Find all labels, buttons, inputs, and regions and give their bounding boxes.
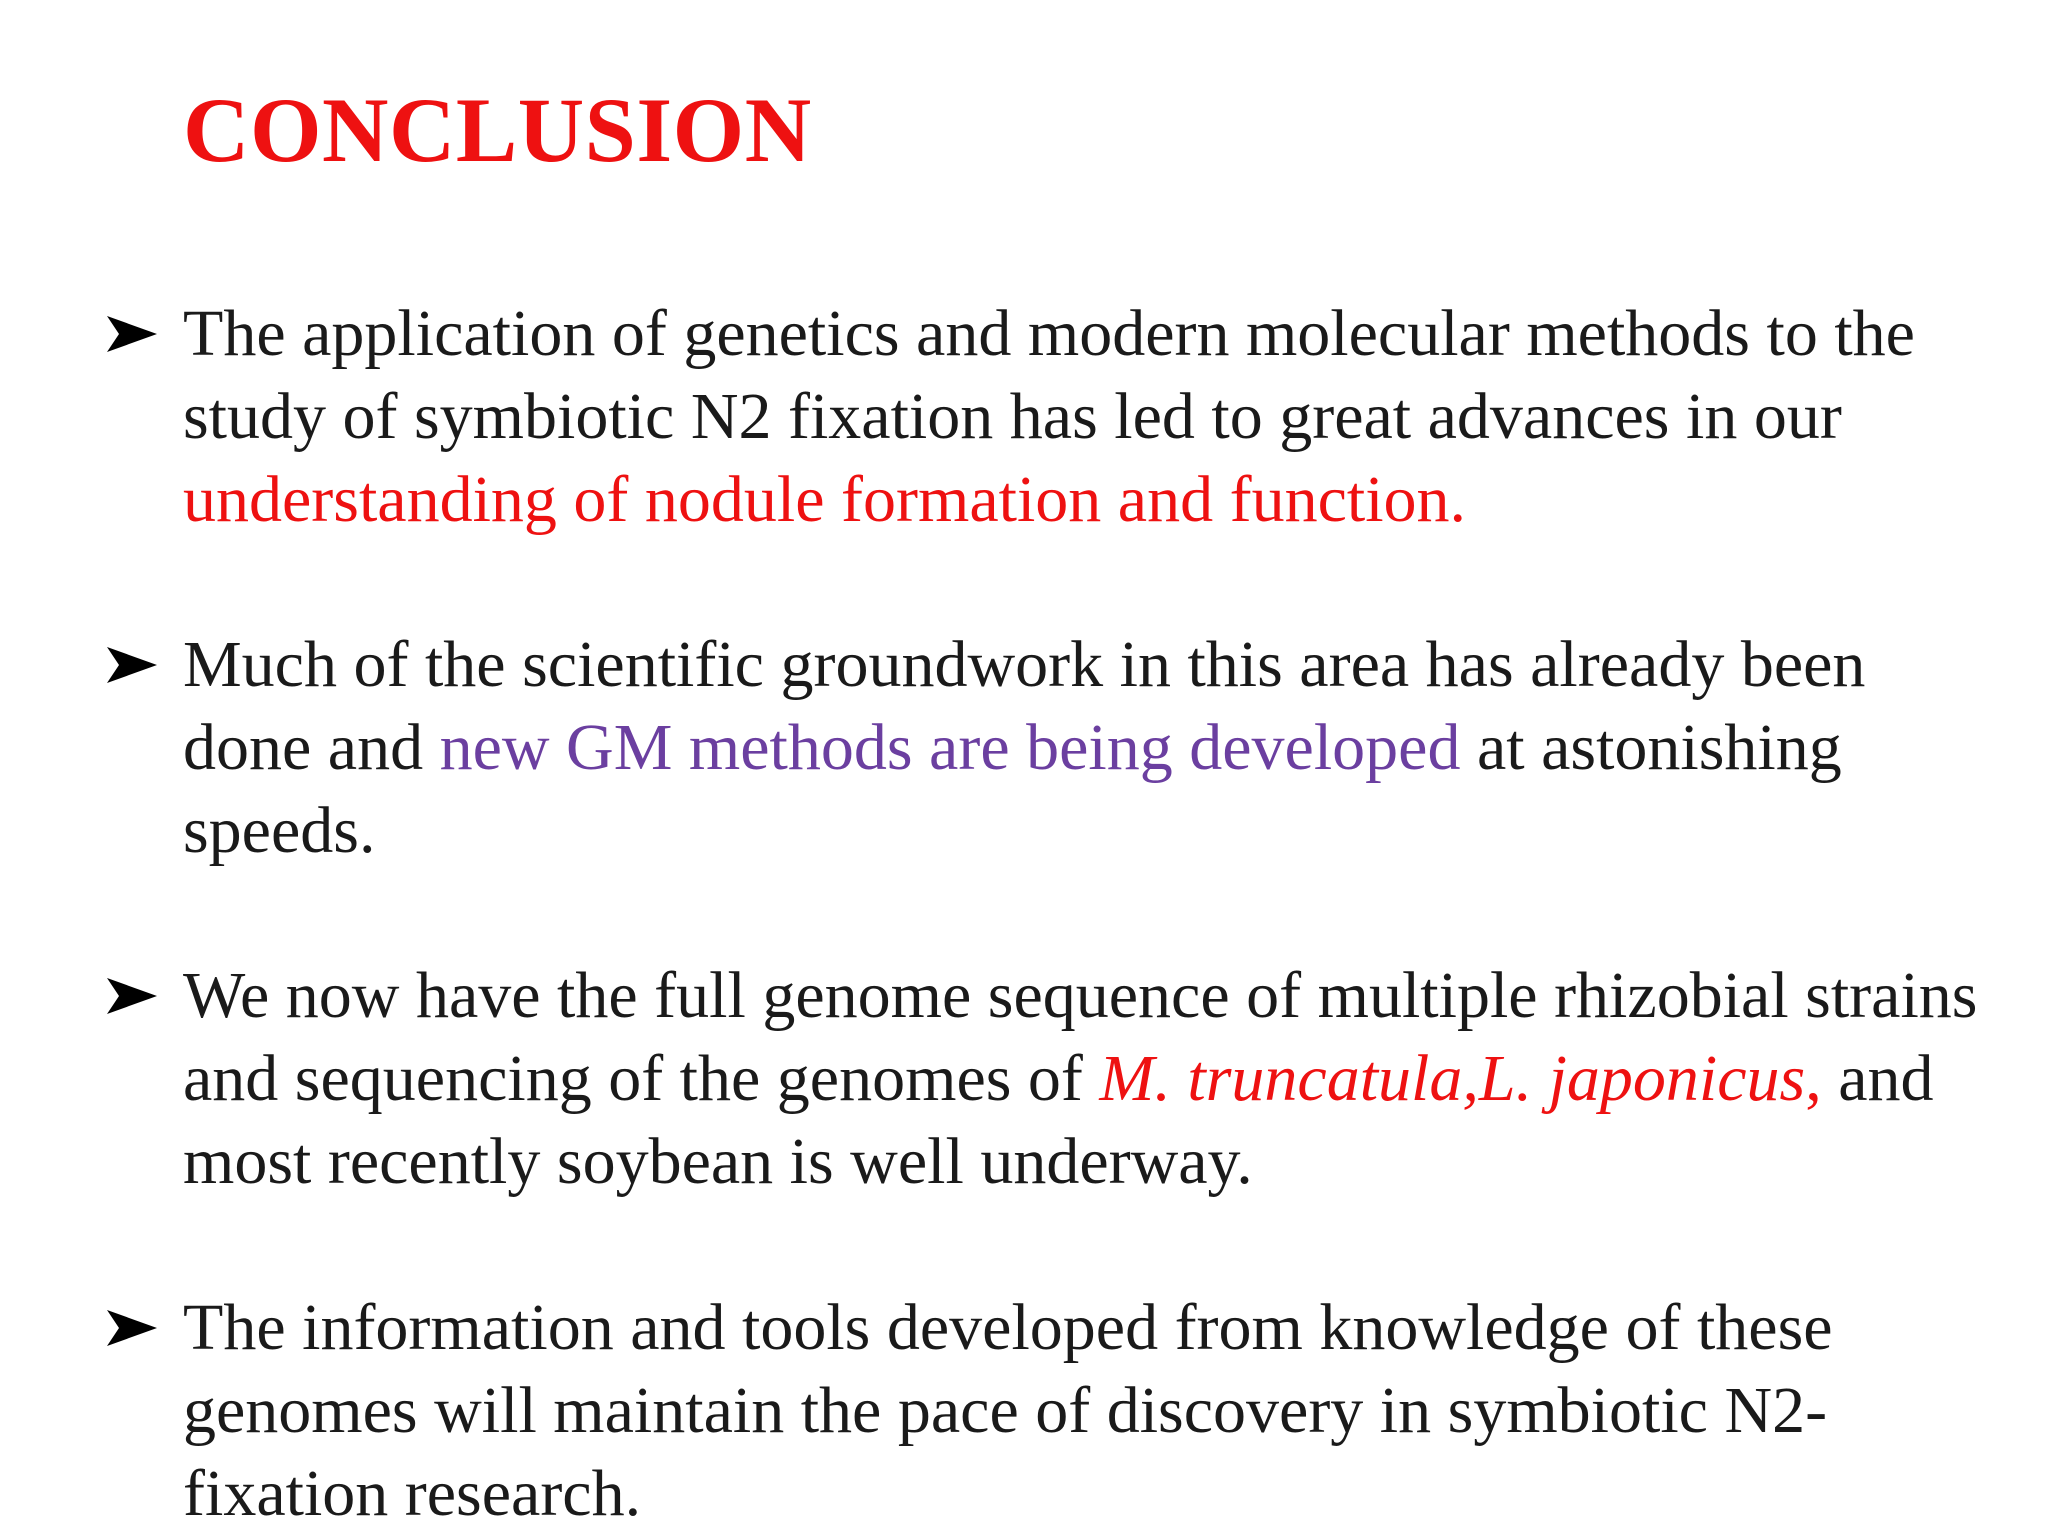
bullet-segment: at astonishing speeds. <box>183 711 1842 867</box>
bullet-text <box>183 292 2003 541</box>
bullet-text <box>183 623 2003 872</box>
bullet-segment: and most recently soybean is well underway. <box>183 1042 1934 1198</box>
bullet-segment-highlight: understanding of nodule formation and function. <box>183 463 1467 536</box>
bullet-text <box>183 1286 2003 1535</box>
bullet-segment: We now have the full genome sequence of multiple rhizobial strains and sequencing of the genomes of <box>183 959 1978 1115</box>
bullet-text <box>183 954 2003 1203</box>
arrowhead-bullet-icon <box>105 976 159 1016</box>
bullet-segment-comma: , <box>1805 1042 1822 1115</box>
arrowhead-bullet-icon <box>105 1308 159 1348</box>
arrowhead-bullet-icon <box>105 645 159 685</box>
bullet-segment-species: M. truncatula,L. japonicus <box>1099 1042 1806 1115</box>
bullet-segment: The information and tools developed from knowledge of these genomes will maintain the pace of discovery in symbiotic N2-fixation research. <box>183 1291 1833 1530</box>
bullet-segment: The application of genetics and modern molecular methods to the study of symbiotic N2 fixation has led to great advances in our <box>183 297 1915 453</box>
bullet-segment-highlight: new GM methods are being developed <box>439 711 1461 784</box>
arrowhead-bullet-icon <box>105 314 159 354</box>
slide-title: CONCLUSION <box>183 79 812 181</box>
bullet-segment: Much of the scientific groundwork in this area has already been done and <box>183 628 1866 784</box>
